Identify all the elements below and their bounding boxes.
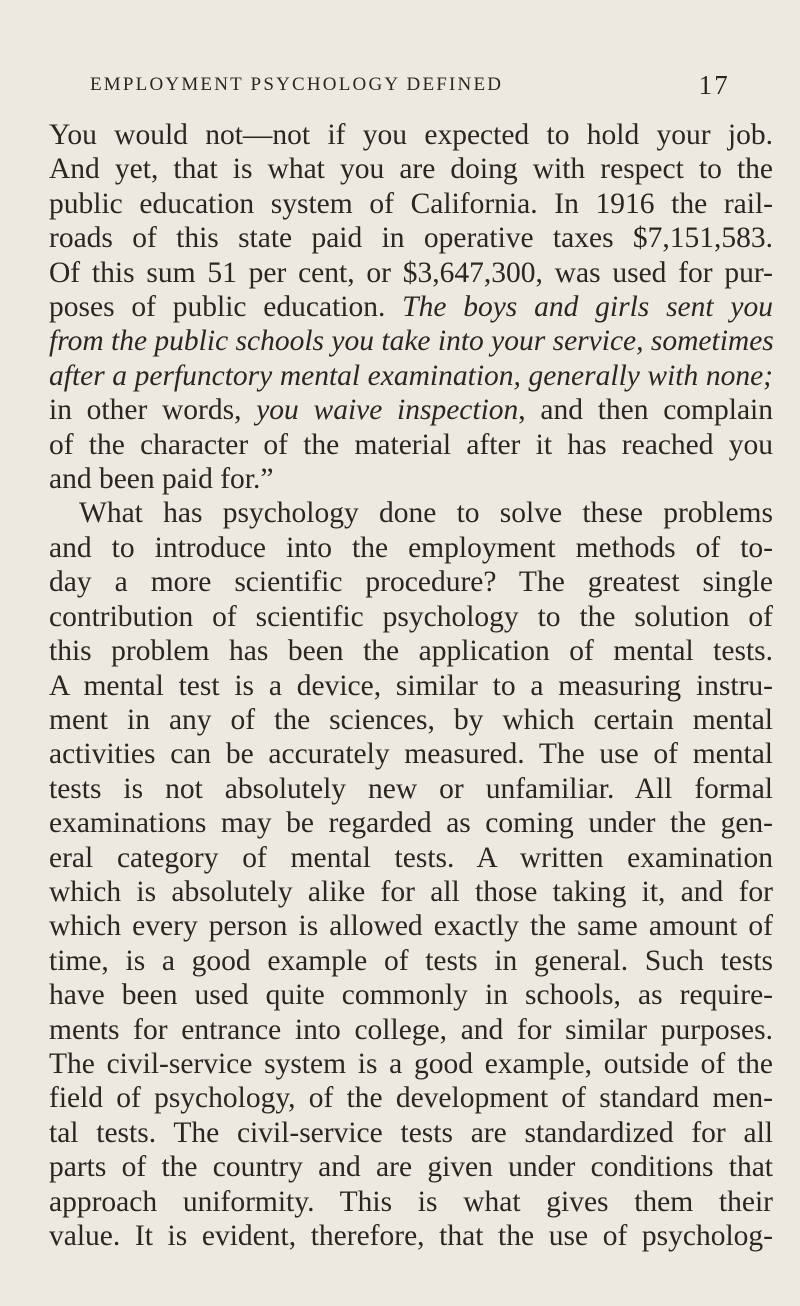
text-line: You would not—not if you expected to hold your job. bbox=[49, 119, 773, 151]
text-line: public education system of California. In 1916 the rail- bbox=[49, 187, 773, 220]
text-line: What has psychology done to solve these problems bbox=[79, 497, 773, 530]
text-line: ments for entrance into college, and for similar purposes. bbox=[49, 1013, 773, 1046]
text-line: Of this sum 51 per cent, or $3,647,300, was used for pur- bbox=[49, 256, 773, 289]
text-line: contribution of scientific psychology to the solution of bbox=[49, 600, 773, 633]
text-line: this problem has been the application of mental tests. bbox=[49, 635, 773, 668]
text-line: tal tests. The civil-service tests are standardized for all bbox=[49, 1116, 773, 1149]
text-line: A mental test is a device, similar to a measuring instru- bbox=[49, 669, 773, 702]
text-line: which every person is allowed exactly the same amount of bbox=[49, 910, 773, 943]
text-line: time, is a good example of tests in general. Such tests bbox=[49, 944, 773, 977]
text-line: eral category of mental tests. A written examination bbox=[49, 841, 773, 874]
running-title: EMPLOYMENT PSYCHOLOGY DEFINED bbox=[90, 74, 504, 95]
text-line: after a perfunctory mental examination, generally with none; bbox=[49, 359, 773, 392]
text-line: of the character of the material after it has reached you bbox=[49, 428, 773, 461]
text-line: in other words, you waive inspection, and then complain bbox=[49, 394, 773, 427]
text-line: ment in any of the sciences, by which certain mental bbox=[49, 703, 773, 736]
text-line: The civil-service system is a good example, outside of the bbox=[49, 1047, 773, 1080]
text-line: day a more scientific procedure? The greatest single bbox=[49, 566, 773, 599]
italic-text: you waive inspection bbox=[256, 394, 519, 427]
text-line: which is absolutely alike for all those taking it, and for bbox=[49, 875, 773, 908]
page-number: 17 bbox=[698, 70, 730, 100]
text-line: examinations may be regarded as coming under the gen- bbox=[49, 807, 773, 840]
text-line: roads of this state paid in operative taxes $7,151,583. bbox=[49, 222, 773, 255]
text-line: value. It is evident, therefore, that the use of psycholog- bbox=[49, 1220, 773, 1252]
text-line: have been used quite commonly in schools, as require- bbox=[49, 979, 773, 1012]
text-line: from the public schools you take into your service, sometimes bbox=[49, 325, 774, 358]
text-line: field of psychology, of the development of standard men- bbox=[49, 1082, 773, 1115]
italic-text: The boys and girls sent you bbox=[402, 291, 773, 324]
text-line: tests is not absolutely new or unfamiliar. All formal bbox=[49, 772, 773, 805]
text-line: And yet, that is what you are doing with respect to the bbox=[49, 153, 773, 186]
text-line: and been paid for.” bbox=[49, 463, 274, 496]
body-text bbox=[49, 118, 773, 1253]
text-line: activities can be accurately measured. The use of mental bbox=[49, 738, 773, 771]
text-line: parts of the country and are given under conditions that bbox=[49, 1151, 773, 1184]
text-line: and to introduce into the employment methods of to- bbox=[49, 531, 773, 564]
text-line: approach uniformity. This is what gives them their bbox=[49, 1185, 773, 1218]
text-line: poses of public education. The boys and girls sent you bbox=[49, 291, 773, 324]
